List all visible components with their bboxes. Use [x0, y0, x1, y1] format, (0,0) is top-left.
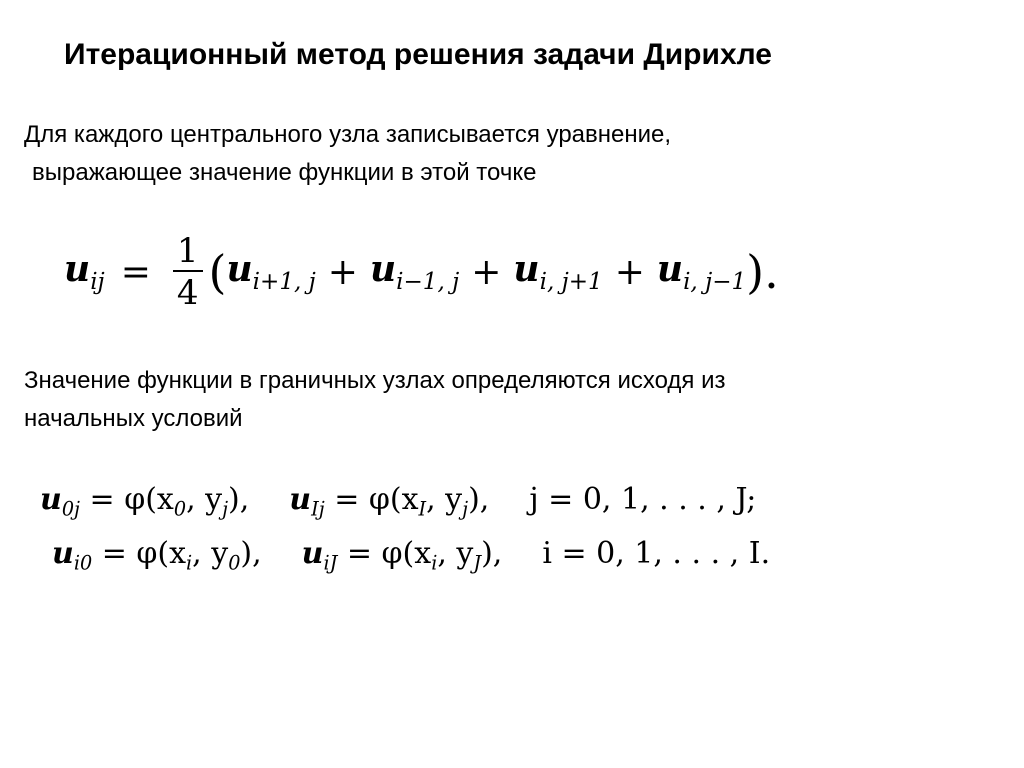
formula-plus-1: +: [327, 251, 358, 293]
formula-right-paren: ).: [746, 245, 779, 299]
formula-equals: =: [120, 251, 151, 293]
boundary-eq-left-2: $u_{i0} = \varphi(x_i$, $y_0$),: [52, 536, 262, 575]
boundary-range-2: i = 0, 1, . . . , I.: [542, 536, 771, 571]
boundary-formula-line-1: [40, 482, 756, 526]
intro-line-2: выражающее значение функции в этой точке: [32, 159, 537, 186]
iteration-formula: [64, 222, 779, 322]
formula-plus-2: +: [471, 251, 502, 293]
formula-plus-3: +: [614, 251, 645, 293]
intro-paragraph: [24, 116, 671, 192]
intro-line-1: Для каждого центрального узла записывается уравнение,: [24, 121, 672, 148]
boundary-eq-right-2: $u_{iJ} = \varphi(x_i$, $y_J$),: [301, 536, 503, 575]
boundary-paragraph: [24, 362, 725, 438]
boundary-formula-line-2: [52, 536, 770, 580]
boundary-line-1: Значение функции в граничных узлах определяются исходя из: [24, 367, 726, 394]
fraction-denominator: 4: [173, 270, 203, 310]
slide-title: Итерационный метод решения задачи Дирихле: [64, 38, 772, 71]
boundary-line-2: начальных условий: [24, 405, 243, 432]
formula-term-4: $u_{i, j-1}$: [656, 248, 747, 296]
formula-term-1: $u_{i+1, j}$: [226, 248, 316, 296]
formula-fraction: [173, 231, 203, 313]
boundary-eq-right-1: $u_{Ij} = \varphi(x_I$, $y_j$),: [289, 482, 490, 521]
formula-term-2: $u_{i-1, j}$: [369, 248, 460, 296]
formula-lhs: $u_{ij}$: [64, 248, 105, 296]
formula-left-paren: (: [208, 245, 227, 299]
formula-term-3: $u_{i, j+1}$: [513, 248, 603, 296]
fraction-numerator: 1: [176, 231, 199, 271]
boundary-range-1: j = 0, 1, . . . , J;: [529, 482, 757, 517]
boundary-eq-left-1: $u_{0j} = \varphi(x_0$, $y_j$),: [40, 482, 250, 521]
